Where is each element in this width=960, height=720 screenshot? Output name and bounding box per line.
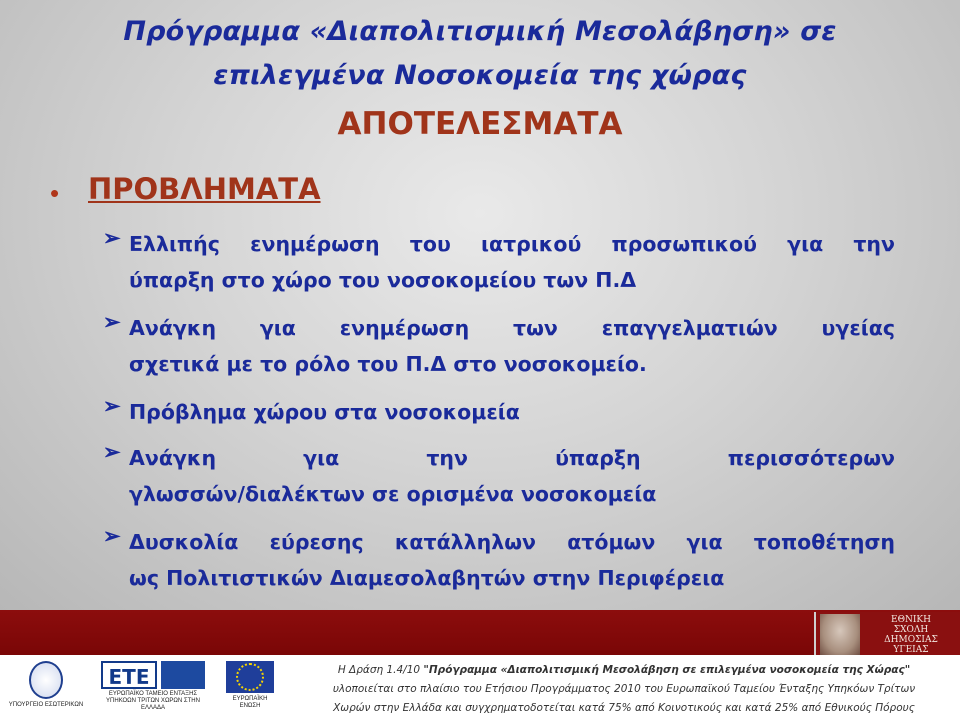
- footer-line-1: [292, 661, 956, 680]
- list-item-line-1: Ανάγκη για την ύπαρξη περισσότερων: [129, 446, 895, 470]
- greek-crest-icon: [29, 661, 63, 699]
- footer-line-3: Χωρών στην Ελλάδα και συγχρηματοδοτείται κατά 75% από Κοινοτικούς και κατά 25% από Εθνικούς Πόρους: [333, 702, 915, 714]
- ministry-label: ΥΠΟΥΡΓΕΙΟ ΕΣΩΤΕΡΙΚΩΝ: [8, 702, 84, 708]
- list-item-text: [129, 394, 895, 430]
- list-item-text: [129, 310, 895, 382]
- footer-line-2: υλοποιείται στο πλαίσιο του Ετήσιου Προγράμματος 2010 του Ευρωπαϊκού Ταμείου Ένταξης Υπηκόων Τρίτων: [332, 683, 916, 695]
- list-item-line-1: Ανάγκη για ενημέρωση των επαγγελματιών υγείας: [129, 316, 895, 340]
- list-item-line-2: γλωσσών/διαλέκτων σε ορισμένα νοσοκομεία: [129, 482, 657, 506]
- footer-funding-text: [292, 661, 956, 718]
- section-heading: ΠΡΟΒΛΗΜΑΤΑ: [88, 172, 321, 206]
- title-line-2: επιλεγμένα Νοσοκομεία της χώρας: [213, 60, 747, 91]
- list-item-text: [129, 524, 895, 596]
- eu-logo: [222, 661, 278, 717]
- list-item-line-1: Πρόβλημα χώρου στα νοσοκομεία: [129, 400, 520, 424]
- arrow-bullet-icon: ➢: [103, 525, 121, 548]
- arrow-bullet-icon: ➢: [103, 311, 121, 334]
- fund-logo: [98, 661, 208, 717]
- footer-line-1-quote: "Πρόγραμμα «Διαπολιτισμική Μεσολάβηση σε επιλεγμένα νοσοκομεία της Χώρας": [423, 664, 911, 676]
- eu-flag-icon: [226, 661, 274, 693]
- fund-logo-mark: [101, 661, 205, 689]
- school-line-4: ΥΓΕΙΑΣ: [893, 645, 929, 655]
- fund-label: ΕΥΡΩΠΑΪΚΟ ΤΑΜΕΙΟ ΕΝΤΑΞΗΣ ΥΠΗΚΟΩΝ ΤΡΙΤΩΝ ΧΩΡΩΝ ΣΤΗΝ ΕΛΛΑΔΑ: [106, 691, 200, 711]
- subtitle: ΑΠΟΤΕΛΕΣΜΑΤΑ: [337, 106, 623, 142]
- list-item-line-2: ύπαρξη στο χώρο του νοσοκομείου των Π.Δ: [129, 268, 637, 292]
- footer: [0, 655, 960, 720]
- arrow-bullet-icon: ➢: [103, 441, 121, 464]
- footer-line-1-prefix: Η Δράση 1.4/10: [337, 664, 424, 676]
- bullet-dot-icon: •: [50, 178, 60, 208]
- portrait-icon: [820, 614, 860, 656]
- arrow-bullet-icon: ➢: [103, 227, 121, 250]
- fund-flag-icon: [161, 661, 205, 689]
- arrow-bullet-icon: ➢: [103, 395, 121, 418]
- title-line-1: Πρόγραμμα «Διαπολιτισμική Μεσολάβηση» σε: [123, 16, 837, 47]
- ete-mark: ΕΤΕ: [101, 661, 157, 689]
- ministry-logo: [6, 661, 86, 717]
- list-item-line-1: Δυσκολία εύρεσης κατάλληλων ατόμων για τοποθέτηση: [129, 530, 895, 554]
- eu-label: ΕΥΡΩΠΑΪΚΗ ΕΝΩΣΗ: [232, 696, 268, 709]
- list-item-text: [129, 440, 895, 512]
- list-item-text: [129, 226, 895, 298]
- list-item-line-1: Ελλιπής ενημέρωση του ιατρικού προσωπικού για την: [129, 232, 895, 256]
- school-line-3: ΔΗΜΟΣΙΑΣ: [884, 635, 938, 645]
- list-item-line-2: σχετικά με το ρόλο του Π.Δ στο νοσοκομείο.: [129, 352, 647, 376]
- list-item-line-2: ως Πολιτιστικών Διαμεσολαβητών στην Περιφέρεια: [129, 566, 725, 590]
- school-logo: [814, 612, 960, 658]
- school-line-2: ΣΧΟΛΗ: [893, 625, 929, 635]
- school-logo-text: [864, 615, 958, 655]
- school-line-1: ΕΘΝΙΚΗ: [891, 615, 931, 625]
